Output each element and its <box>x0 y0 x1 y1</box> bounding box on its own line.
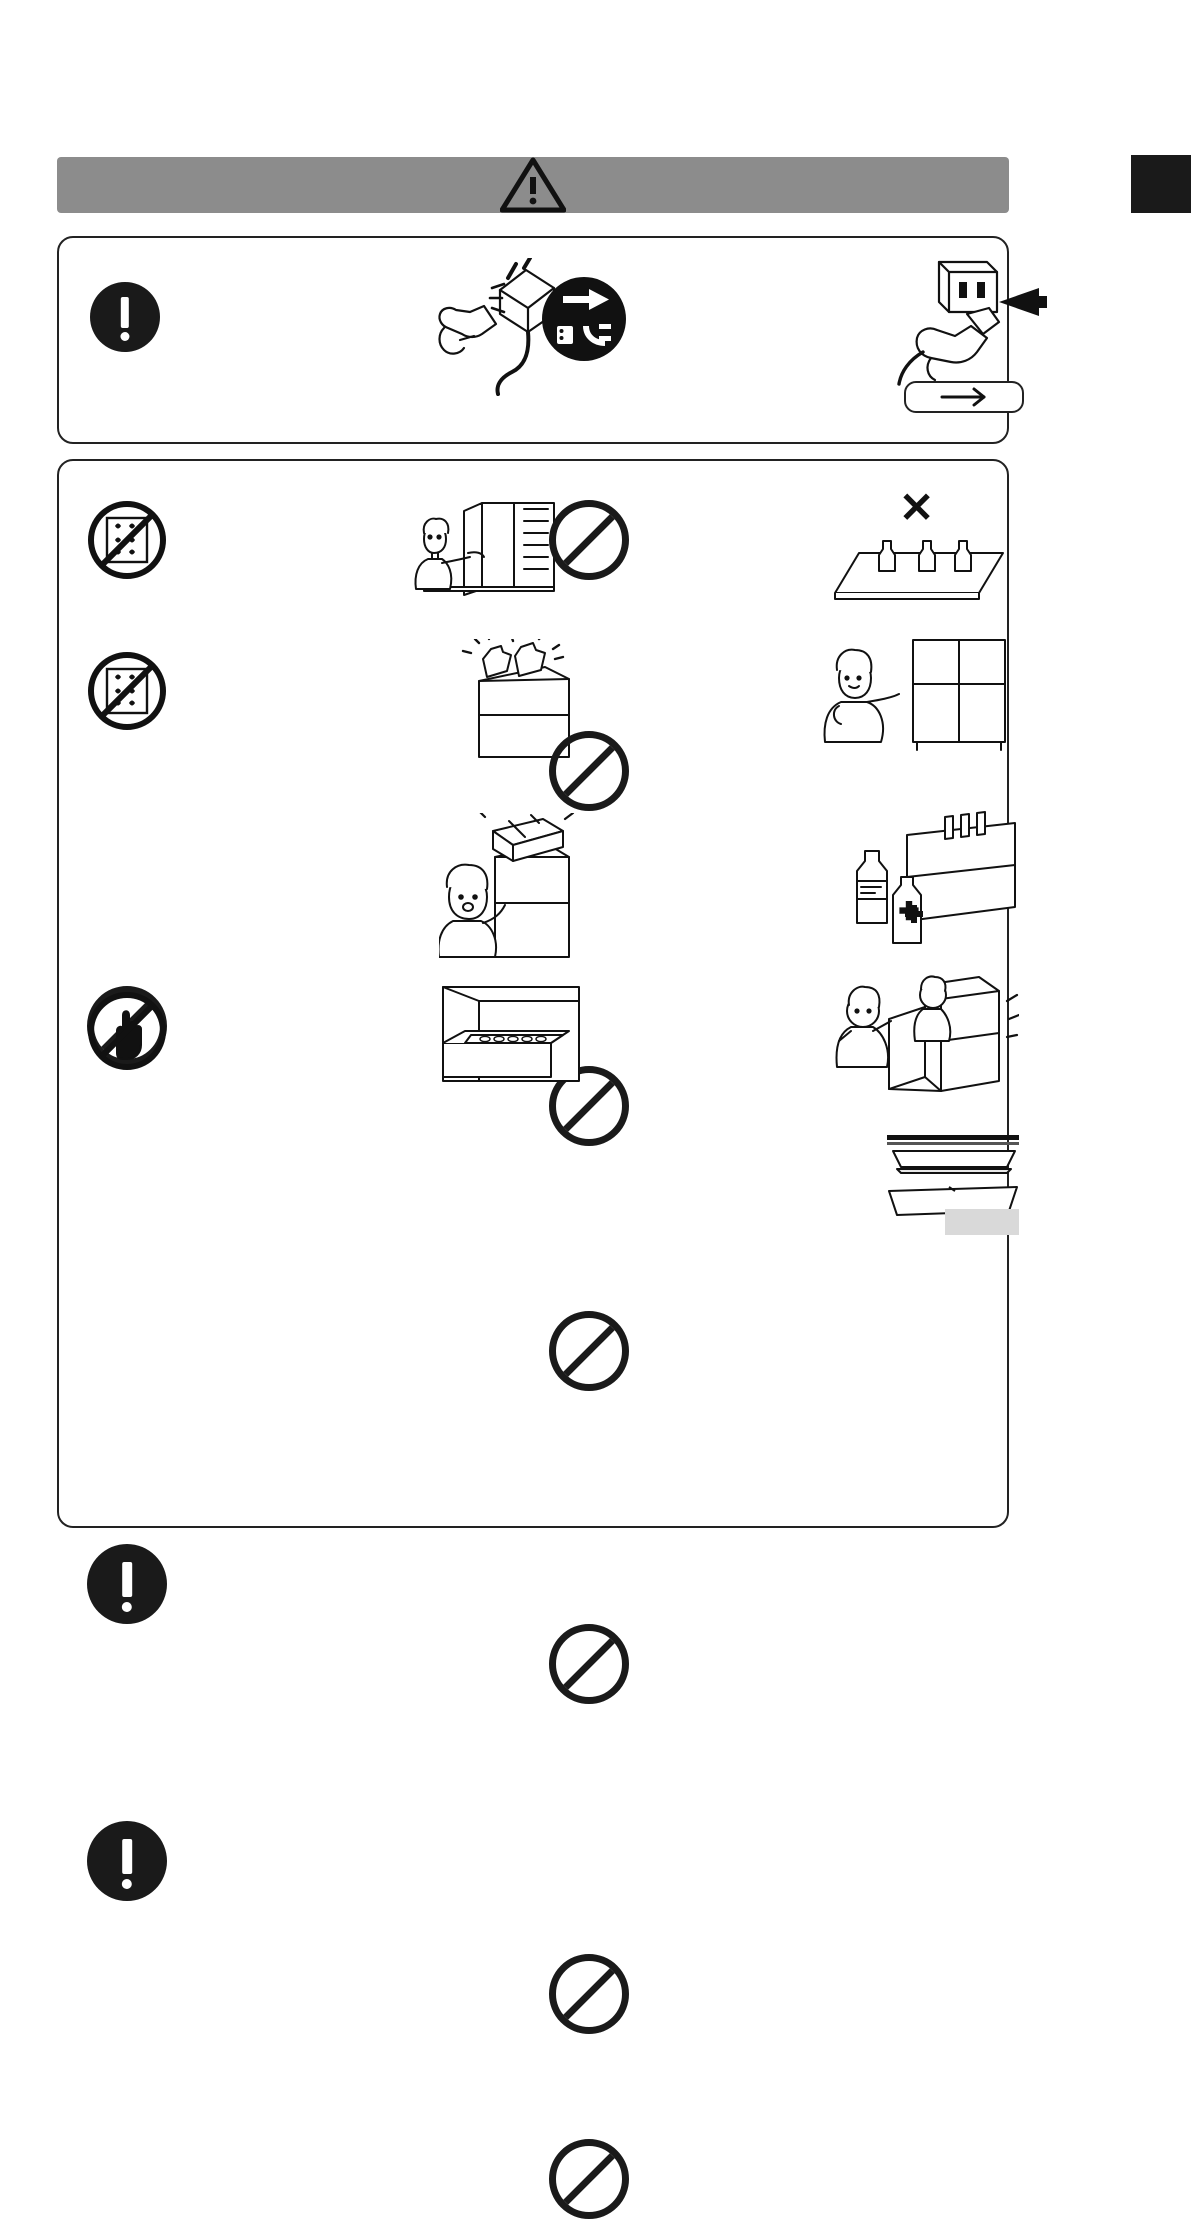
bottles-on-shelf-illustration <box>827 527 1007 607</box>
page-tab-marker <box>1131 155 1191 213</box>
prohibition-icon <box>549 731 629 811</box>
box-falling-from-refrigerator-illustration <box>439 813 589 958</box>
mandatory-icon <box>87 1544 167 1624</box>
prohibition-icon <box>549 500 629 580</box>
woman-opening-refrigerator-illustration <box>404 499 574 609</box>
prohibition-instructions-panel <box>57 459 1009 1528</box>
no-touch-hand-icon <box>87 991 167 1071</box>
next-arrow-box[interactable] <box>904 381 1024 413</box>
hand-inserting-plug-illustration <box>879 256 1059 386</box>
no-water-splash-icon <box>87 651 167 731</box>
unplug-mandatory-icon <box>539 274 629 364</box>
x-mark-label: ✕ <box>899 484 935 531</box>
warning-header-bar <box>57 157 1009 213</box>
prohibition-icon <box>549 2139 629 2219</box>
children-climbing-refrigerator-illustration <box>829 971 1019 1101</box>
open-freezer-drawer-illustration <box>419 981 594 1091</box>
spray-cans-on-refrigerator-illustration <box>449 639 579 759</box>
mandatory-instructions-panel <box>57 236 1009 444</box>
no-water-splash-icon <box>87 500 167 580</box>
shelf-plate-detail-illustration <box>829 1133 1019 1243</box>
next-arrow-icon <box>906 383 1022 411</box>
person-near-cabinet-illustration <box>819 636 1009 751</box>
warning-triangle-icon <box>500 157 566 213</box>
mandatory-icon <box>90 282 160 352</box>
mandatory-icon <box>87 1821 167 1901</box>
medicine-bottles-shelf-illustration <box>849 811 1019 951</box>
prohibition-icon <box>549 1311 629 1391</box>
prohibition-icon <box>549 1624 629 1704</box>
prohibition-icon <box>549 1954 629 2034</box>
